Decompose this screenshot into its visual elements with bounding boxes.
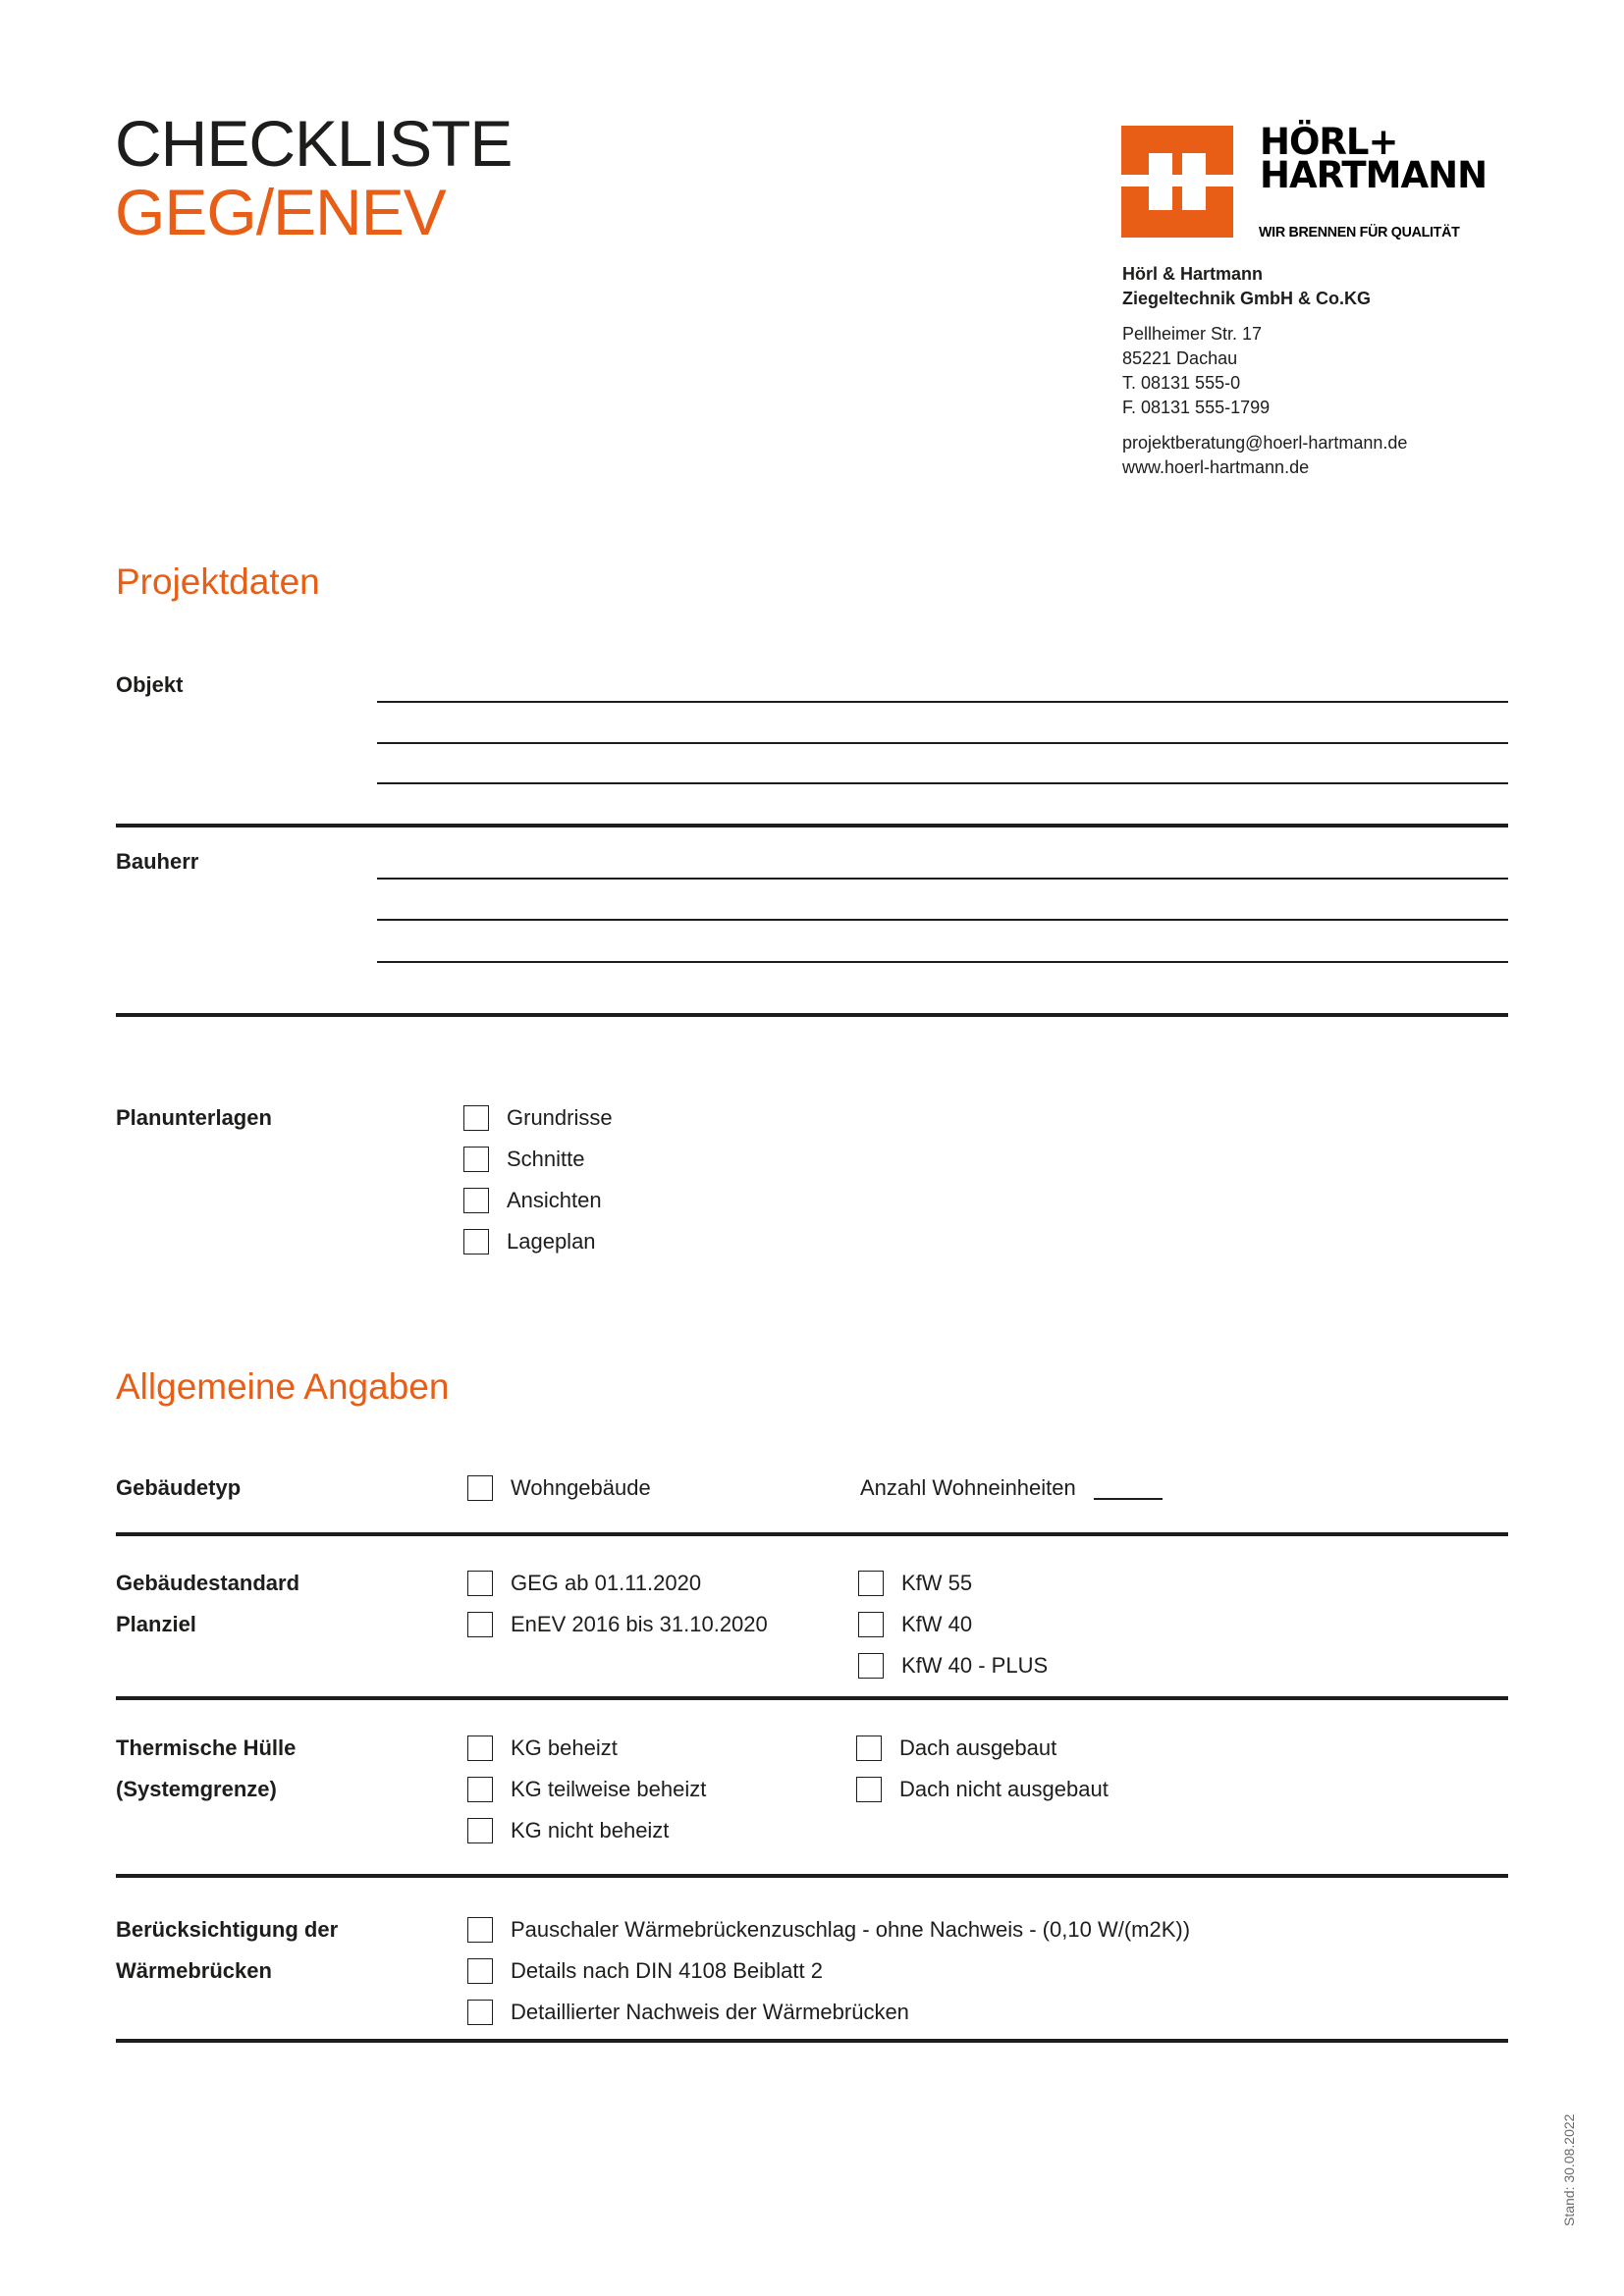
section-divider — [116, 1013, 1508, 1017]
checkbox-label: KG nicht beheizt — [511, 1818, 670, 1842]
checkbox-label: KG beheizt — [511, 1735, 618, 1760]
checkbox[interactable] — [467, 2000, 493, 2025]
thermische-huelle-checkbox-group-1 — [467, 1728, 706, 1851]
checkbox[interactable] — [467, 1571, 493, 1596]
field-label-line: Wärmebrücken — [116, 1958, 272, 1983]
checkbox[interactable] — [856, 1735, 882, 1761]
checkbox-option-kg-nicht-beheizt[interactable] — [467, 1810, 706, 1851]
field-label-line: Planziel — [116, 1612, 196, 1636]
company-city: 85221 Dachau — [1122, 348, 1238, 368]
field-label-bauherr: Bauherr — [116, 849, 199, 874]
checkbox-option-pauschaler-zuschlag[interactable] — [467, 1909, 1190, 1950]
company-address-block — [1122, 262, 1407, 480]
checkbox-label: Lageplan — [507, 1229, 596, 1254]
field-label-objekt: Objekt — [116, 672, 184, 697]
checkbox-option-kg-beheizt[interactable] — [467, 1728, 706, 1769]
objekt-input-line-1[interactable] — [377, 701, 1508, 703]
checkbox-label: KG teilweise beheizt — [511, 1777, 707, 1801]
company-phone: T. 08131 555-0 — [1122, 373, 1241, 393]
checkbox-option-grundrisse[interactable] — [463, 1097, 613, 1139]
anzahl-wohneinheiten-input[interactable] — [1094, 1498, 1163, 1500]
company-street: Pellheimer Str. 17 — [1122, 324, 1263, 344]
bauherr-input-line-1[interactable] — [377, 878, 1508, 880]
checkbox-label: Ansichten — [507, 1188, 602, 1212]
company-fax: F. 08131 555-1799 — [1122, 398, 1271, 417]
checkbox[interactable] — [856, 1777, 882, 1802]
company-email-link[interactable]: projektberatung@hoerl-hartmann.de — [1122, 433, 1408, 453]
field-label-line: Berücksichtigung der — [116, 1917, 339, 1942]
logo-wordmark-line1: HÖRL+ — [1260, 121, 1398, 163]
checkbox-label: Wohngebäude — [511, 1475, 651, 1500]
checkbox-label: GEG ab 01.11.2020 — [511, 1571, 702, 1595]
gebaeudestandard-checkbox-group-2 — [858, 1563, 1048, 1686]
bauherr-input-line-3[interactable] — [377, 961, 1508, 963]
checkbox-option-kfw-55[interactable] — [858, 1563, 1048, 1604]
revision-date-stamp: Stand: 30.08.2022 — [1561, 2113, 1577, 2226]
objekt-input-line-2[interactable] — [377, 742, 1508, 744]
hoerl-hartmann-logo-icon — [1121, 126, 1233, 238]
checkbox-label: KfW 40 - PLUS — [901, 1653, 1049, 1678]
checkbox[interactable] — [463, 1188, 489, 1213]
checkbox[interactable] — [467, 1777, 493, 1802]
gebaeudestandard-checkbox-group-1 — [467, 1563, 768, 1645]
thermische-huelle-checkbox-group-2 — [856, 1728, 1109, 1810]
bauherr-input-line-2[interactable] — [377, 919, 1508, 921]
checkbox[interactable] — [858, 1612, 884, 1637]
checkbox-option-detaillierter-nachweis[interactable] — [467, 1992, 1190, 2033]
planunterlagen-checkbox-group — [463, 1097, 613, 1262]
checkbox-label: KfW 40 — [901, 1612, 973, 1636]
field-label-gebaeudestandard — [116, 1563, 299, 1645]
field-label-gebaeudetyp: Gebäudetyp — [116, 1475, 242, 1500]
logo-tagline: WIR BRENNEN FÜR QUALITÄT — [1259, 224, 1460, 240]
document-title: CHECKLISTE — [115, 107, 513, 180]
checkbox-label: EnEV 2016 bis 31.10.2020 — [511, 1612, 768, 1636]
section-divider — [116, 824, 1508, 828]
objekt-input-line-3[interactable] — [377, 782, 1508, 784]
checkbox-option-wohngebaeude[interactable] — [467, 1468, 651, 1509]
checkbox[interactable] — [467, 1612, 493, 1637]
section-divider — [116, 2039, 1508, 2043]
checkbox-option-ansichten[interactable] — [463, 1180, 613, 1221]
section-divider — [116, 1532, 1508, 1536]
company-legal-name: Ziegeltechnik GmbH & Co.KG — [1122, 289, 1372, 308]
checkbox-label: Dach ausgebaut — [899, 1735, 1057, 1760]
checkbox[interactable] — [467, 1917, 493, 1943]
checkbox-option-enev-2016[interactable] — [467, 1604, 768, 1645]
field-label-line: (Systemgrenze) — [116, 1777, 277, 1801]
logo-wordmark — [1260, 121, 1488, 196]
logo-wordmark-line2: HARTMANN — [1260, 154, 1488, 196]
section-divider — [116, 1874, 1508, 1878]
checkbox-label: Dach nicht ausgebaut — [899, 1777, 1109, 1801]
checkbox[interactable] — [467, 1818, 493, 1843]
checkbox-label: Pauschaler Wärmebrückenzuschlag - ohne Nachweis - (0,10 W/(m2K)) — [511, 1917, 1191, 1942]
anzahl-wohneinheiten-label: Anzahl Wohneinheiten — [860, 1475, 1076, 1500]
company-name: Hörl & Hartmann — [1122, 264, 1264, 284]
checkbox[interactable] — [858, 1653, 884, 1679]
checkbox[interactable] — [858, 1571, 884, 1596]
field-label-line: Gebäudestandard — [116, 1571, 300, 1595]
field-label-planunterlagen: Planunterlagen — [116, 1105, 272, 1130]
checkbox[interactable] — [467, 1475, 493, 1501]
checkbox-option-dach-nicht-ausgebaut[interactable] — [856, 1769, 1109, 1810]
checkbox-label: Detaillierter Nachweis der Wärmebrücken — [511, 2000, 909, 2024]
section-divider — [116, 1696, 1508, 1700]
checkbox-option-kg-teilweise-beheizt[interactable] — [467, 1769, 706, 1810]
field-label-waermebruecken — [116, 1909, 338, 1992]
checkbox[interactable] — [467, 1958, 493, 1984]
checkbox-option-schnitte[interactable] — [463, 1139, 613, 1180]
checkbox[interactable] — [467, 1735, 493, 1761]
checkbox-label: Details nach DIN 4108 Beiblatt 2 — [511, 1958, 823, 1983]
checkbox-label: Schnitte — [507, 1147, 585, 1171]
section-heading-allgemeine-angaben: Allgemeine Angaben — [116, 1366, 450, 1407]
field-label-line: Thermische Hülle — [116, 1735, 297, 1760]
checkbox-option-kfw-40-plus[interactable] — [858, 1645, 1048, 1686]
checkbox-option-lageplan[interactable] — [463, 1221, 613, 1262]
field-label-thermische-huelle — [116, 1728, 296, 1810]
checkbox-option-din-4108[interactable] — [467, 1950, 1190, 1992]
checkbox-option-kfw-40[interactable] — [858, 1604, 1048, 1645]
gebaeudetyp-checkbox-group — [467, 1468, 651, 1509]
section-heading-projektdaten: Projektdaten — [116, 561, 320, 602]
checkbox-label: KfW 55 — [901, 1571, 973, 1595]
checkbox[interactable] — [463, 1229, 489, 1255]
anzahl-wohneinheiten-field — [860, 1468, 1163, 1509]
waermebruecken-checkbox-group — [467, 1909, 1190, 2033]
checkbox[interactable] — [463, 1147, 489, 1172]
document-subtitle: GEG/ENEV — [115, 176, 446, 248]
checkbox[interactable] — [463, 1105, 489, 1131]
company-website-link[interactable]: www.hoerl-hartmann.de — [1122, 457, 1310, 477]
checkbox-option-dach-ausgebaut[interactable] — [856, 1728, 1109, 1769]
checkbox-option-geg[interactable] — [467, 1563, 768, 1604]
checkbox-label: Grundrisse — [507, 1105, 613, 1130]
